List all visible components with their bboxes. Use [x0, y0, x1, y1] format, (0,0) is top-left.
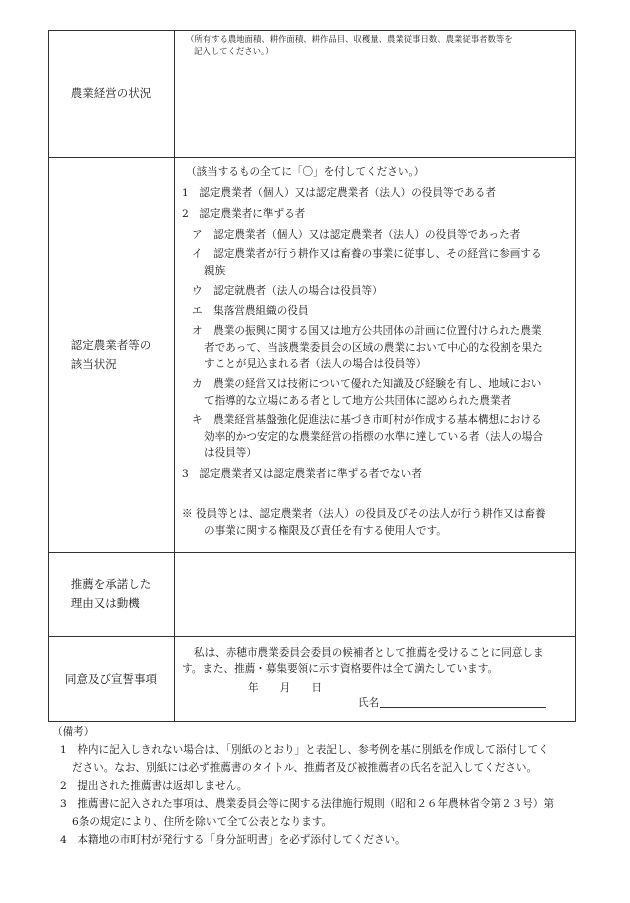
certified-item-o-line1: オ 農業の振興に関する国又は地方公共団体の計画に位置付けられた農業: [192, 325, 542, 337]
certified-item-a: ア 認定農業者（個人）又は認定農業者（法人）の役員等であった者: [192, 229, 521, 241]
certified-item-ka-line1: カ 農業の経営又は技術について優れた知識及び経験を有し、地域におい: [192, 378, 542, 390]
certified-item-ki-line1: キ 農業経営基盤強化促進法に基づき市町村が作成する基本構想における: [192, 414, 542, 426]
certified-item-i-line1: イ 認定農業者が行う耕作又は畜養の事業に従事し、その経営に参画する: [192, 248, 542, 260]
certified-item-e: エ 集落営農組織の役員: [192, 305, 309, 317]
note-1-line2: ださい。なお、別紙には必ず推薦書のタイトル、推薦者及び被推薦者の氏名を記入してください。: [72, 762, 538, 774]
certified-item-3: 3 認定農業者又は認定農業者に準ずる者でない者: [182, 468, 422, 480]
note-1-line1: 1 枠内に記入しきれない場合は、「別紙のとおり」と表記し、参考例を基に別紙を作成して添付してく: [60, 744, 549, 756]
signature-line: [380, 707, 546, 708]
consent-label: 同意及び宣誓事項: [65, 671, 157, 686]
certified-instruction: （該当するもの全てに「〇」を付してください。）: [186, 166, 425, 178]
note-3-line1: 3 推薦書に記入された事項は、農業委員会等に関する法律施行規則（昭和２６年農林省令第２３号）第: [60, 798, 555, 810]
certified-item-ka-line2: て指導的な立場にある者として地方公共団体に認められた農業者: [204, 395, 512, 407]
certified-status-label: 認定農業者等の 該当状況: [70, 337, 152, 371]
notes-title: （備考）: [52, 726, 95, 738]
certified-item-o-line3: すことが見込まれる者（法人の場合は役員等）: [204, 358, 427, 370]
certified-item-o-line2: 者であって、当該農業委員会の区域の農業において中心的な役割を果た: [204, 342, 543, 354]
certified-item-u: ウ 認定就農者（法人の場合は役員等）: [192, 285, 383, 297]
farm-status-label: 農業経営の状況: [70, 86, 152, 100]
consent-text-line1: 私は、赤穂市農業委員会委員の候補者として推薦を受けることに同意しま: [194, 647, 544, 659]
officer-note-line2: の事業に関する権限及び責任を有する使用人です。: [204, 525, 447, 537]
officer-note-line1: ※ 役員等とは、認定農業者（法人）の役員及びその法人が行う耕作又は畜養: [182, 508, 546, 520]
certified-item-i-line2: 親族: [204, 265, 226, 277]
note-4: 4 本籍地の市町村が発行する「身分証明書」を必ず添付してください。: [60, 834, 406, 846]
reason-label: 推薦を承諾した 理由又は動機: [70, 577, 152, 610]
note-3-line2: 6条の規定により、住所を除いて全て公表となります。: [72, 816, 333, 828]
certified-item-ki-line2: 効率的かつ安定的な農業経営の指標の水準に達している者（法人の場合: [204, 431, 543, 443]
note-2: 2 提出された推薦書は返却しません。: [60, 780, 248, 792]
farm-status-hint-2: 記入してください。）: [194, 46, 274, 56]
certified-item-2: 2 認定農業者に準ずる者: [182, 208, 306, 220]
column-divider: [174, 30, 175, 722]
certified-item-1: 1 認定農業者（個人）又は認定農業者（法人）の役員等である者: [182, 187, 496, 199]
farm-status-hint-1: （所有する農地面積、耕作面積、耕作品目、収穫量、農業従事日数、農業従事者数等を: [186, 34, 513, 44]
certified-item-ki-line3: は役員等）: [204, 447, 257, 459]
consent-text-line2: す。また、推薦・募集要領に示す資格要件は全て満たしています。: [182, 663, 499, 675]
consent-date: 年 月 日: [248, 682, 323, 694]
consent-name-label: 氏名: [358, 697, 380, 709]
